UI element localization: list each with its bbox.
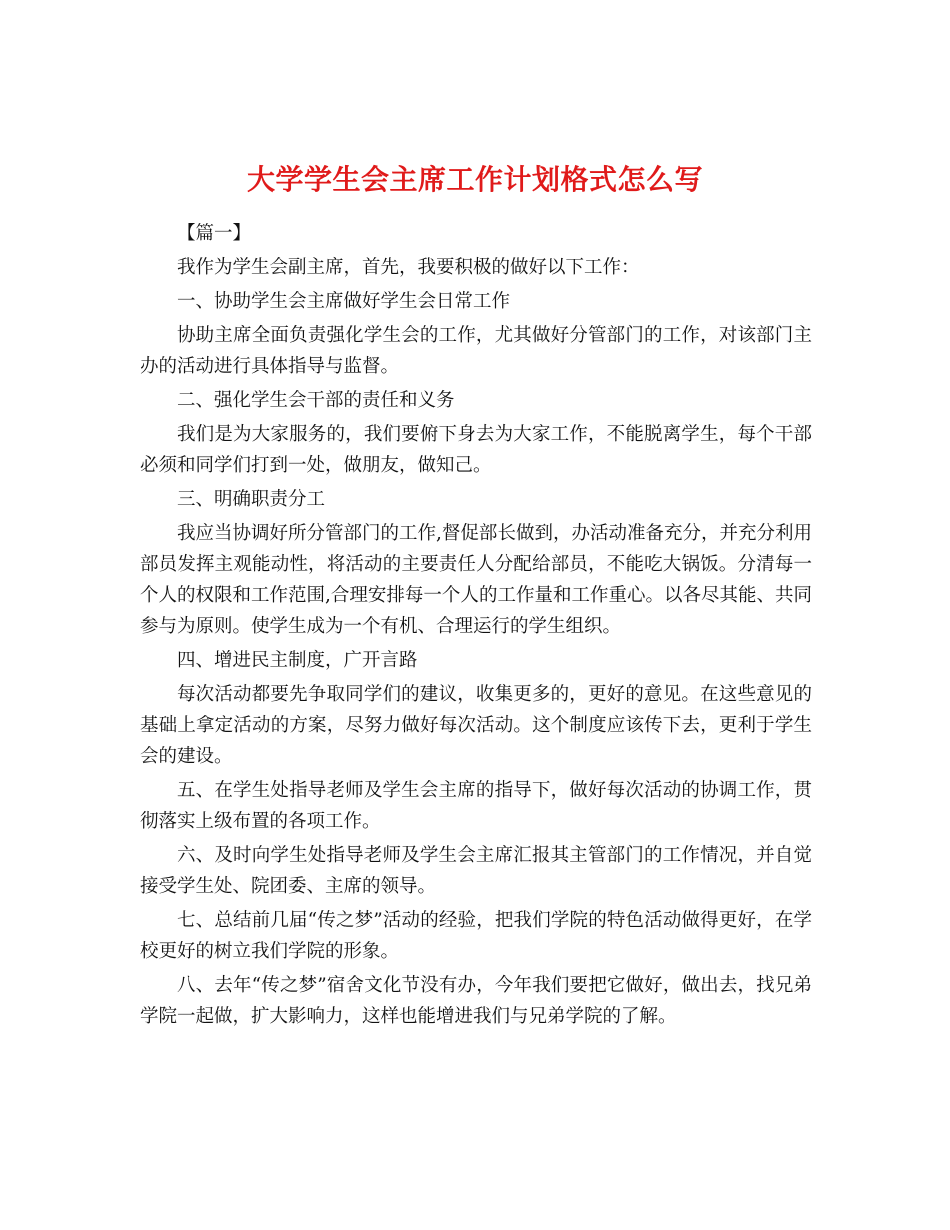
item-heading: 一、协助学生会主席做好学生会日常工作: [177, 291, 511, 312]
document-body: [140, 218, 812, 1035]
item-paragraph: 七、总结前几届“传之梦”活动的经验，把我们学院的特色活动做得更好，在学校更好的树立我们学院的形象。: [140, 910, 812, 962]
body-paragraph: 每次活动都要先争取同学们的建议，收集更多的，更好的意见。在这些意见的基础上拿定活动的方案，尽努力做好每次活动。这个制度应该传下去，更利于学生会的建设。: [140, 684, 812, 767]
document-title: 大学学生会主席工作计划格式怎么写: [246, 162, 703, 196]
body-paragraph: 我作为学生会副主席，首先，我要积极的做好以下工作：: [177, 257, 640, 278]
item-heading: 二、强化学生会干部的责任和义务: [177, 390, 455, 411]
item-paragraph: 六、及时向学生处指导老师及学生会主席汇报其主管部门的工作情况，并自觉接受学生处、院团委、主席的领导。: [140, 845, 812, 897]
section-heading: 【篇一】: [177, 223, 252, 244]
body-paragraph: 我们是为大家服务的，我们要俯下身去为大家工作，不能脱离学生，每个干部必须和同学们打到一处，做朋友，做知己。: [140, 424, 812, 476]
item-heading: 四、增进民主制度，广开言路: [177, 650, 418, 671]
item-paragraph: 八、去年“传之梦”宿舍文化节没有办，今年我们要把它做好，做出去，找兄弟学院一起做，扩大影响力，这样也能增进我们与兄弟学院的了解。: [140, 975, 812, 1027]
body-paragraph: 协助主席全面负责强化学生会的工作，尤其做好分管部门的工作，对该部门主办的活动进行具体指导与监督。: [140, 325, 812, 377]
item-paragraph: 五、在学生处指导老师及学生会主席的指导下，做好每次活动的协调工作，贯彻落实上级布置的各项工作。: [140, 780, 812, 832]
item-heading: 三、明确职责分工: [177, 489, 326, 510]
body-paragraph: 我应当协调好所分管部门的工作,督促部长做到，办活动准备充分，并充分利用部员发挥主观能动性，将活动的主要责任人分配给部员，不能吃大锅饭。分清每一个人的权限和工作范围,合理安排每一个人的工作量和工作重心。以各尽其能、共同参与为原则。使学生成为一个有机、合理运行的学生组织。: [140, 523, 812, 637]
